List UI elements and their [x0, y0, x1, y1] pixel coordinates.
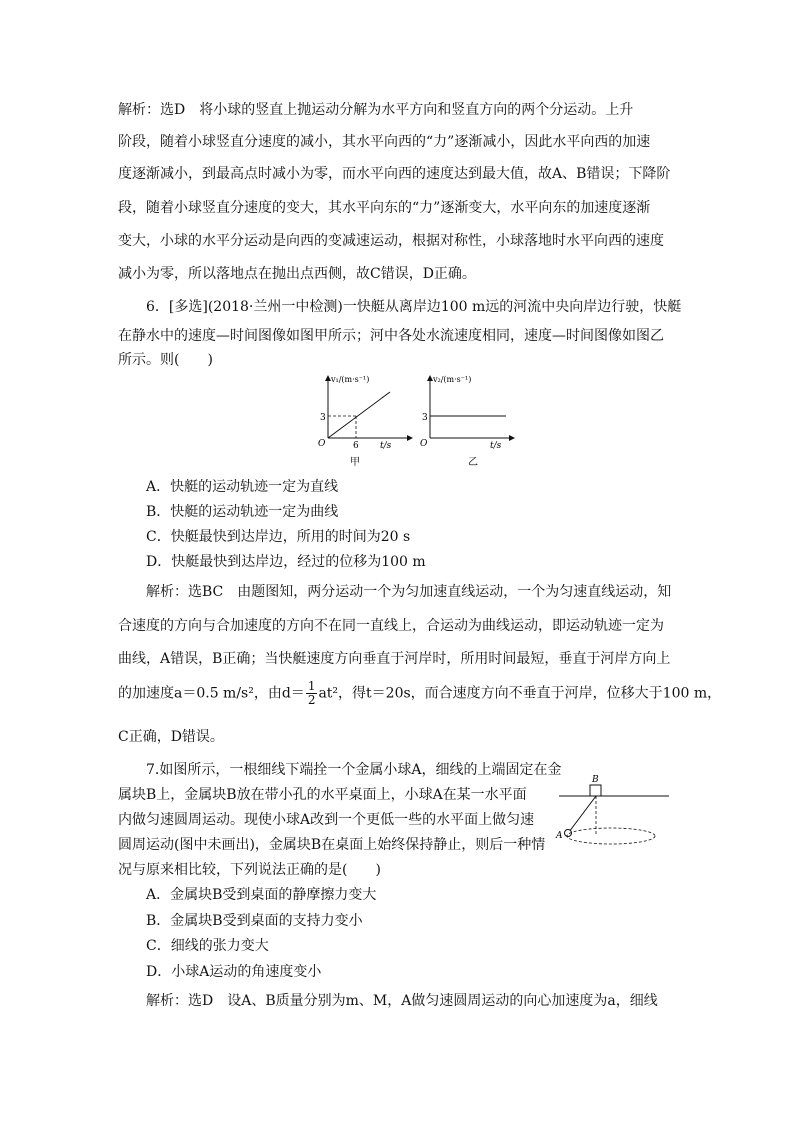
question-7-line-4: 圆周运动(图中未画出)，金属块B在桌面上始终保持静止，则后一种情: [118, 837, 546, 853]
question-6-line-2: 在静水中的速度—时间图像如图甲所示；河中各处水流速度相同，速度—时间图像如图乙: [118, 328, 664, 344]
q6-option-a: A．快艇的运动轨迹一定为直线: [146, 479, 339, 495]
analysis-line-5: 变大，小球的水平分运动是向西的变减速运动，根据对称性，小球落地时水平向西的速度: [118, 233, 664, 249]
graph-yi: [402, 372, 522, 470]
y-axis-label: v₁/(m·s⁻¹): [331, 375, 370, 384]
q7-option-a: A．金属块B受到桌面的静摩擦力变大: [146, 887, 377, 903]
question-7-line-3: 内做匀速圆周运动。现使小球A改到一个更低一些的水平面上做匀速: [118, 812, 535, 828]
label-b: B: [592, 775, 599, 785]
answer-7-line-1: 解析：选D 设A、B质量分别为m、M，A做匀速圆周运动的向心加速度为a，细线: [146, 993, 658, 1009]
q7-option-d: D．小球A运动的角速度变小: [146, 964, 322, 980]
q6-option-c: C．快艇最快到达岸边，所用的时间为20 s: [146, 529, 411, 545]
analysis-line-3: 度逐渐减小，到最高点时减小为零，而水平向西的速度达到最大值，故A、B错误；下降阶: [118, 166, 671, 182]
question-7-line-1: 7.如图所示，一根细线下端拴一个金属小球A，细线的上端固定在金: [146, 762, 562, 778]
formula-prefix: 的加速度a＝0.5 m/s²，由d＝: [118, 685, 305, 702]
answer-6-line-5: C正确，D错误。: [118, 729, 224, 745]
question-6-line-1: 6．[多选](2018·兰州一中检测)一快艇从离岸边100 m远的河流中央向岸边行驶，快艇: [146, 299, 682, 315]
x-axis-label: t/s: [490, 441, 502, 451]
graph-caption: 乙: [468, 457, 478, 468]
answer-6-line-1: 解析：选BC 由题图知，两分运动一个为匀加速直线运动，一个为匀速直线运动，知: [146, 584, 672, 600]
answer-6-line-3: 曲线，A错误，B正确；当快艇速度方向垂直于河岸时，所用时间最短，垂直于河岸方向上: [118, 651, 671, 667]
q6-option-b: B．快艇的运动轨迹一定为曲线: [146, 504, 339, 520]
q7-option-c: C．细线的张力变大: [146, 938, 269, 954]
analysis-line-1: 解析：选D 将小球的竖直上抛运动分解为水平方向和竖直方向的两个分运动。上升: [118, 102, 634, 118]
question-6-line-3: 所示。则( ): [118, 352, 213, 368]
fraction-denominator: 2: [307, 693, 316, 707]
fraction: [306, 680, 318, 707]
answer-6-line-4: [118, 680, 721, 707]
question-7-line-5: 况与原来相比较，下列说法正确的是( ): [118, 862, 381, 878]
label-a: A: [556, 831, 563, 841]
metal-block-b: [590, 785, 601, 796]
string: [569, 796, 596, 832]
origin-label: O: [318, 439, 326, 449]
analysis-line-4: 段，随着小球竖直分速度的变大，其水平向东的“力”逐渐变大，水平向东的加速度逐渐: [118, 200, 651, 216]
answer-6-line-2: 合速度的方向与合加速度的方向不在同一直线上，合运动为曲线运动，即运动轨迹一定为: [118, 618, 664, 634]
origin-label: O: [420, 439, 428, 449]
q7-option-b: B．金属块B受到桌面的支持力变小: [146, 913, 363, 929]
analysis-line-6: 减小为零，所以落地点在抛出点西侧，故C错误，D正确。: [118, 266, 476, 282]
fraction-numerator: 1: [307, 679, 316, 693]
y-tick-3: 3: [422, 413, 428, 423]
figure-7-pendulum: [555, 772, 675, 852]
x-tick-6: 6: [353, 441, 359, 451]
question-7-line-2: 属块B上，金属块B放在带小孔的水平桌面上，小球A在某一水平面: [118, 787, 527, 803]
y-tick-3: 3: [320, 413, 326, 423]
analysis-line-2: 阶段，随着小球竖直分速度的减小，其水平向西的“力”逐渐减小，因此水平向西的加速: [118, 134, 651, 150]
velocity-line: [328, 392, 390, 438]
graph-caption: 甲: [350, 457, 360, 468]
y-axis-label: v₂/(m·s⁻¹): [433, 375, 472, 384]
q6-option-d: D．快艇最快到达岸边，经过的位移为100 m: [146, 554, 426, 570]
formula-suffix: at²，得t＝20s，而合速度方向不垂直于河岸，位移大于100 m，: [318, 685, 722, 702]
x-axis-label: t/s: [380, 441, 392, 451]
circular-path: [567, 828, 655, 844]
